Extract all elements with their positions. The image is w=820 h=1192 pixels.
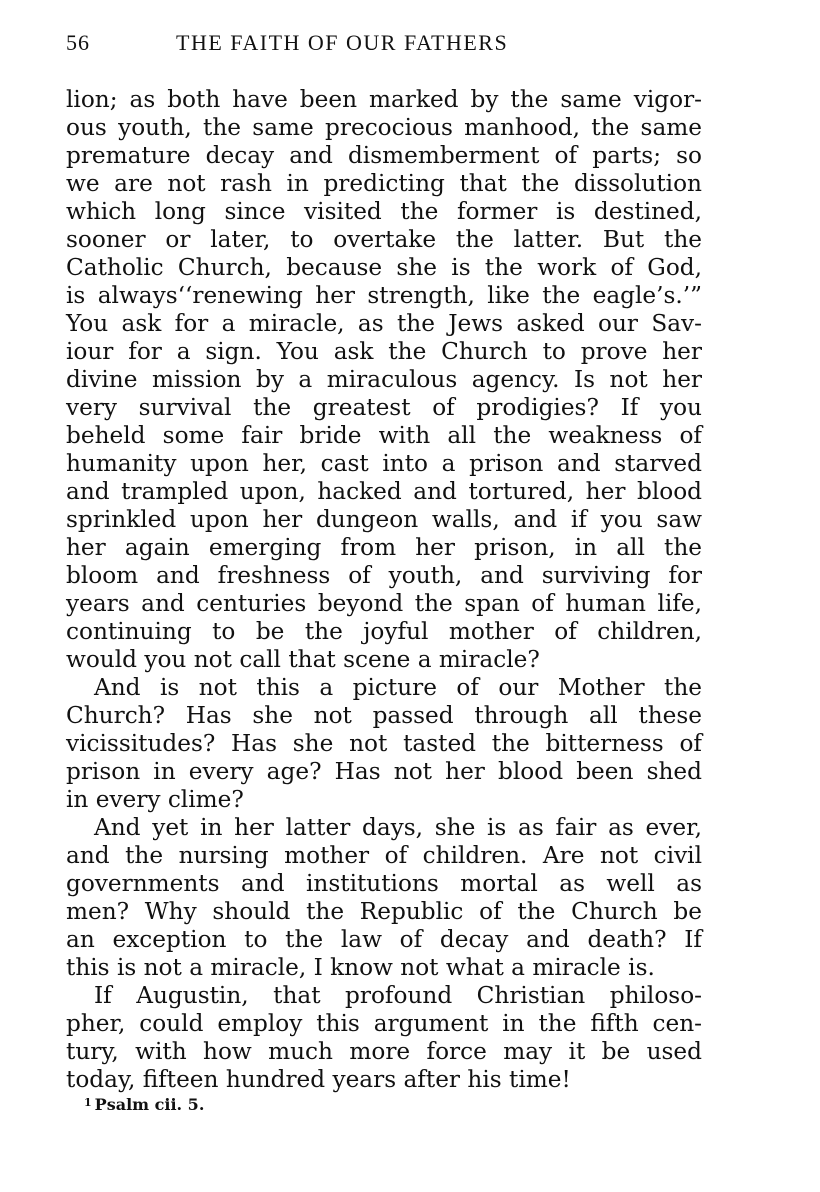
text-line: years and centuries beyond the span of human life, <box>66 590 702 617</box>
text-line: and the nursing mother of children. Are not civil <box>66 842 702 869</box>
footnote-marker: 1 <box>84 1096 92 1109</box>
text-line: sooner or later, to overtake the latter. But the <box>66 226 702 253</box>
text-line: premature decay and dismemberment of parts; so <box>66 142 702 169</box>
text-line: is always‘‘renewing her strength, like the eagle’s.’” <box>66 282 702 309</box>
text-line: her again emerging from her prison, in all the <box>66 534 702 561</box>
text-line: Church? Has she not passed through all these <box>66 702 702 729</box>
body-text <box>66 86 702 1094</box>
running-head <box>66 30 706 62</box>
text-line: governments and institutions mortal as well as <box>66 870 702 897</box>
book-title: THE FAITH OF OUR FATHERS <box>176 30 509 55</box>
text-line: in every clime? <box>66 786 244 813</box>
footnote-text: Psalm cii. 5. <box>94 1095 205 1114</box>
text-line: continuing to be the joyful mother of children, <box>66 618 702 645</box>
text-line: an exception to the law of decay and death? If <box>66 926 702 953</box>
text-line: ous youth, the same precocious manhood, the same <box>66 114 702 141</box>
text-line: beheld some fair bride with all the weakness of <box>66 422 702 449</box>
text-line: If Augustin, that profound Christian philoso- <box>94 982 702 1009</box>
text-line: bloom and freshness of youth, and surviving for <box>66 562 702 589</box>
text-line: today, fifteen hundred years after his time! <box>66 1066 571 1093</box>
footnote <box>84 1095 204 1114</box>
text-line: would you not call that scene a miracle? <box>66 646 540 673</box>
text-line: sprinkled upon her dungeon walls, and if you saw <box>66 506 702 533</box>
text-line: lion; as both have been marked by the same vigor- <box>66 86 702 113</box>
text-line: And yet in her latter days, she is as fair as ever, <box>94 814 702 841</box>
text-line: pher, could employ this argument in the fifth cen- <box>66 1010 702 1037</box>
page-number: 56 <box>66 30 90 55</box>
text-line: And is not this a picture of our Mother the <box>94 674 702 701</box>
text-line: men? Why should the Republic of the Church be <box>66 898 702 925</box>
text-line: very survival the greatest of prodigies? If you <box>66 394 702 421</box>
text-line: prison in every age? Has not her blood been shed <box>66 758 702 785</box>
text-line: Catholic Church, because she is the work of God, <box>66 254 702 281</box>
text-line: and trampled upon, hacked and tortured, her blood <box>66 478 702 505</box>
text-line: we are not rash in predicting that the dissolution <box>66 170 702 197</box>
text-line: iour for a sign. You ask the Church to prove her <box>66 338 702 365</box>
text-line: this is not a miracle, I know not what a miracle is. <box>66 954 655 981</box>
text-line: humanity upon her, cast into a prison and starved <box>66 450 702 477</box>
text-line: which long since visited the former is destined, <box>66 198 702 225</box>
text-line: tury, with how much more force may it be used <box>66 1038 702 1065</box>
text-line: You ask for a miracle, as the Jews asked our Sav- <box>66 310 702 337</box>
text-line: divine mission by a miraculous agency. Is not her <box>66 366 702 393</box>
text-line: vicissitudes? Has she not tasted the bitterness of <box>66 730 702 757</box>
